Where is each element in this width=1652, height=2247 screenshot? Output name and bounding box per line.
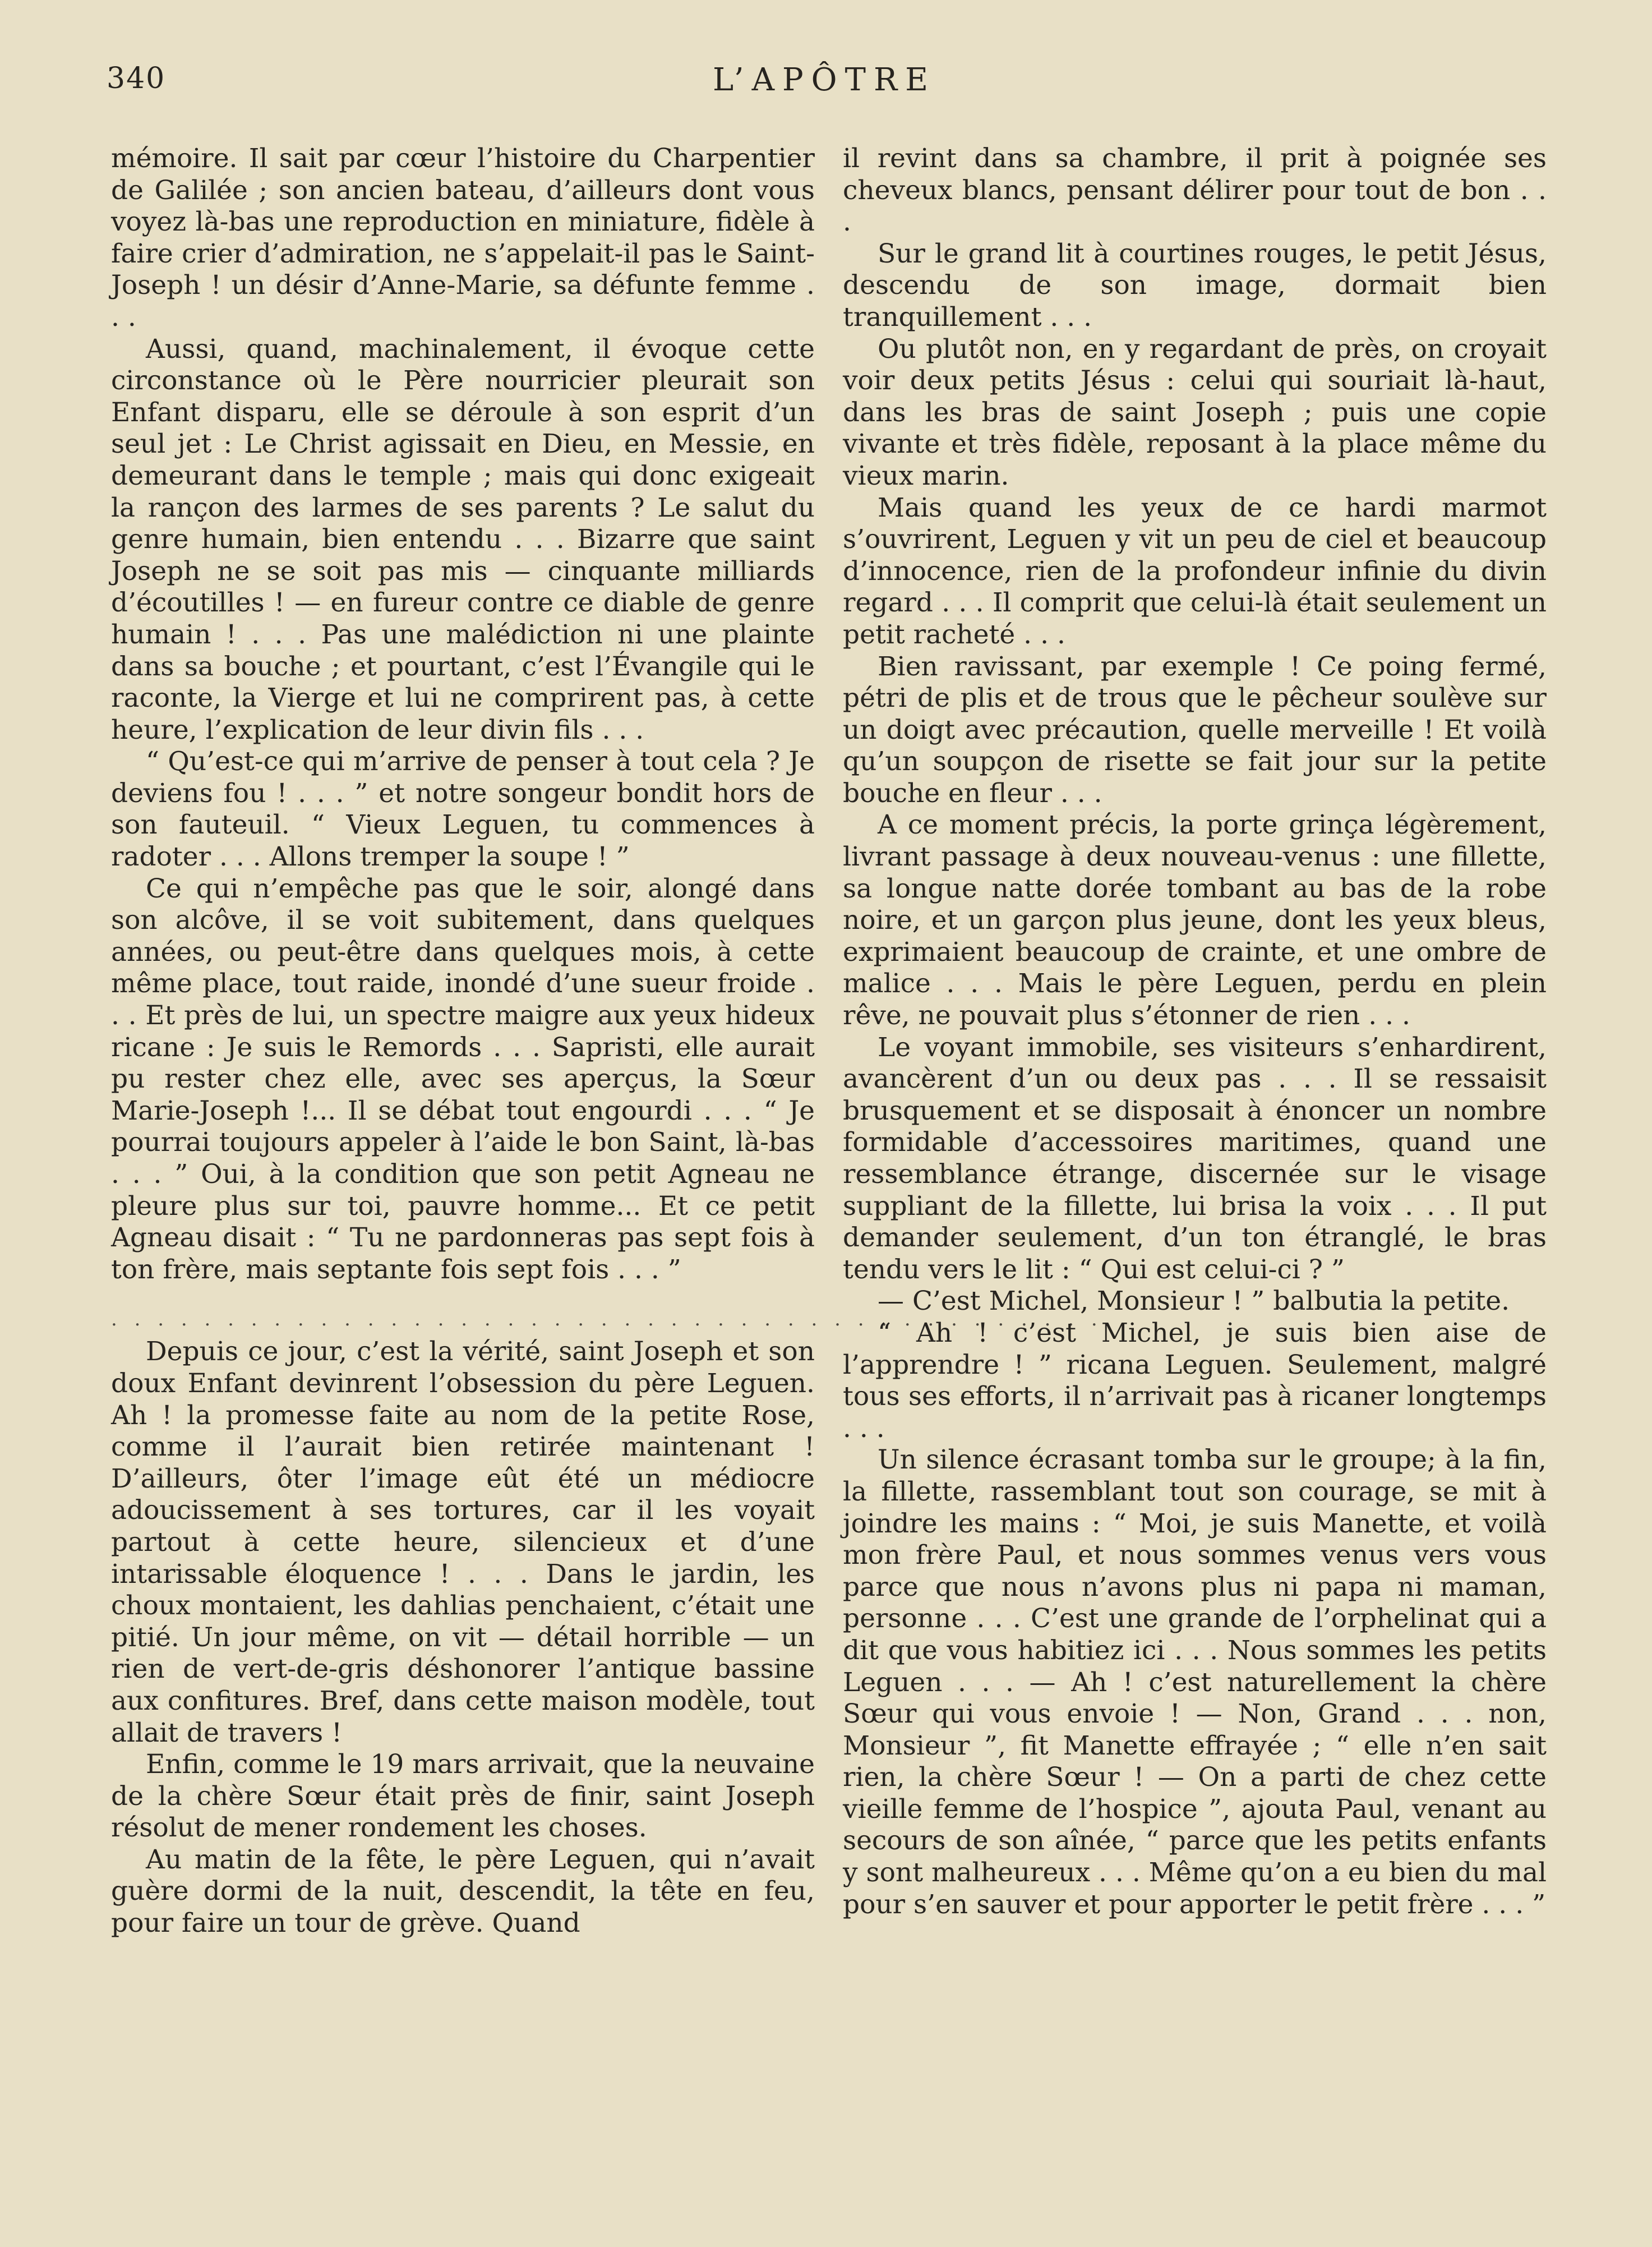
paragraph: mémoire. Il sait par cœur l’histoire du Charpentier de Galilée ; son ancien bateau, d’ailleurs dont vous voyez là-bas une reproduction en miniature, fidèle à faire crier d’admiration, ne s’appelait-il pas le Saint-Joseph ! un désir d’Anne-Marie, sa défunte femme . . . bbox=[111, 143, 815, 333]
right-column bbox=[843, 143, 1547, 1921]
paragraph: Enfin, comme le 19 mars arrivait, que la neuvaine de la chère Sœur était près de finir, saint Joseph résolut de mener rondement les choses. bbox=[111, 1749, 815, 1844]
paragraph: Sur le grand lit à courtines rouges, le petit Jésus, descendu de son image, dormait bien tranquillement . . . bbox=[843, 238, 1547, 333]
paragraph: Depuis ce jour, c’est la vérité, saint Joseph et son doux Enfant devinrent l’obsession du père Leguen. Ah ! la promesse faite au nom de la petite Rose, comme il l’aurait bien retirée maintenant ! D’ailleurs, ôter l’image eût été un médiocre adoucissement à ses tortures, car il les voyait partout à cette heure, silencieux et d’une intarissable éloquence ! . . . Dans le jardin, les choux montaient, les dahlias penchaient, c’était une pitié. Un jour même, on vit — détail horrible — un rien de vert-de-gris déshonorer l’antique bassine aux confitures. Bref, dans cette maison modèle, tout allait de travers ! bbox=[111, 1336, 815, 1748]
paragraph: Le voyant immobile, ses visiteurs s’enhardirent, avancèrent d’un ou deux pas . . . Il se ressaisit brusquement et se disposait à énoncer un nombre formidable d’accessoires maritimes, quand une ressemblance étrange, discernée sur le visage suppliant de la fillette, lui brisa la voix . . . Il put demander seulement, d’un ton étranglé, le bras tendu vers le lit : “ Qui est celui-ci ? ” bbox=[843, 1032, 1547, 1285]
page-number: 340 bbox=[107, 62, 166, 95]
left-column bbox=[111, 143, 1103, 1940]
paragraph: Ce qui n’empêche pas que le soir, alongé dans son alcôve, il se voit subitement, dans quelques années, ou peut-être dans quelques mois, à cette même place, tout raide, inondé d’une sueur froide . . . Et près de lui, un spectre maigre aux yeux hideux ricane : Je suis le Remords . . . Sapristi, elle aurait pu rester chez elle, avec ses aperçus, la Sœur Marie-Joseph !... Il se débat tout engourdi . . . “ Je pourrai toujours appeler à l’aide le bon Saint, là-bas . . . ” Oui, à la condition que son petit Agneau ne pleure plus sur toi, pauvre homme... Et ce petit Agneau disait : “ Tu ne pardonneras pas sept fois à ton frère, mais septante fois sept fois . . . ” bbox=[111, 873, 815, 1285]
paragraph: “ Ah ! c’est Michel, je suis bien aise de l’apprendre ! ” ricana Leguen. Seulement, malgré tous ses efforts, il n’arrivait pas à ricaner longtemps . . . bbox=[843, 1317, 1547, 1444]
paragraph: A ce moment précis, la porte grinça légèrement, livrant passage à deux nouveau-venus : une fillette, sa longue natte dorée tombant au bas de la robe noire, et un garçon plus jeune, dont les yeux bleus, exprimaient beaucoup de crainte, et une ombre de malice . . . Mais le père Leguen, perdu en plein rêve, ne pouvait plus s’étonner de rien . . . bbox=[843, 809, 1547, 1032]
paragraph: il revint dans sa chambre, il prit à poignée ses cheveux blancs, pensant délirer pour tout de bon . . . bbox=[843, 143, 1547, 238]
paragraph: Un silence écrasant tomba sur le groupe; à la fin, la fillette, rassemblant tout son courage, se mit à joindre les mains : “ Moi, je suis Manette, et voilà mon frère Paul, et nous sommes venus vers vous parce que nous n’avons plus ni papa ni maman, personne . . . C’est une grande de l’orphelinat qui a dit que vous habitiez ici . . . Nous sommes les petits Leguen . . . — Ah ! c’est naturellement la chère Sœur qui vous envoie ! — Non, Grand . . . non, Monsieur ”, fit Manette effrayée ; “ elle n’en sait rien, la chère Sœur ! — On a parti de chez cette vieille femme de l’hospice ”, ajouta Paul, venant au secours de son aînée, “ parce que les petits enfants y sont malheureux . . . Même qu’on a eu bien du mal pour s’en sauver et pour apporter le petit frère . . . ” bbox=[843, 1444, 1547, 1920]
paragraph: Bien ravissant, par exemple ! Ce poing fermé, pétri de plis et de trous que le pêcheur soulève sur un doigt avec précaution, quelle merveille ! Et voilà qu’un soupçon de risette se fait jour sur la petite bouche en fleur . . . bbox=[843, 651, 1547, 809]
paragraph: “ Qu’est-ce qui m’arrive de penser à tout cela ? Je deviens fou ! . . . ” et notre songeur bondit hors de son fauteuil. “ Vieux Leguen, tu commences à radoter . . . Allons tremper la soupe ! ” bbox=[111, 746, 815, 873]
running-title: L’APÔTRE bbox=[713, 62, 936, 98]
page-header bbox=[107, 62, 1542, 112]
paragraph: Aussi, quand, machinalement, il évoque cette circonstance où le Père nourricier pleurait son Enfant disparu, elle se déroule à son esprit d’un seul jet : Le Christ agissait en Dieu, en Messie, en demeurant dans le temple ; mais qui donc exigeait la rançon des larmes de ses parents ? Le salut du genre humain, bien entendu . . . Bizarre que saint Joseph ne se soit pas mis — cinquante milliards d’écoutilles ! — en fureur contre ce diable de genre humain ! . . . Pas une malédiction ni une plainte dans sa bouche ; et pourtant, c’est l’Évangile qui le raconte, la Vierge et lui ne comprirent pas, à cette heure, l’explication de leur divin fils . . . bbox=[111, 333, 815, 745]
paragraph: — C’est Michel, Monsieur ! ” balbutia la petite. bbox=[878, 1286, 1510, 1317]
paragraph: Mais quand les yeux de ce hardi marmot s’ouvrirent, Leguen y vit un peu de ciel et beaucoup d’innocence, rien de la profondeur infinie du divin regard . . . Il comprit que celui-là était seulement un petit racheté . . . bbox=[843, 492, 1547, 650]
section-separator: . . . . . . . . . . . . . . . . . . . . . . . . . . . . . . . . . . . . . . . . . . . bbox=[111, 1308, 1103, 1331]
paragraph: Ou plutôt non, en y regardant de près, on croyait voir deux petits Jésus : celui qui souriait là-haut, dans les bras de saint Joseph ; puis une copie vivante et très fidèle, reposant à la place même du vieux marin. bbox=[843, 333, 1547, 491]
paragraph: Au matin de la fête, le père Leguen, qui n’avait guère dormi de la nuit, descendit, la tête en feu, pour faire un tour de grève. Quand bbox=[111, 1844, 815, 1939]
